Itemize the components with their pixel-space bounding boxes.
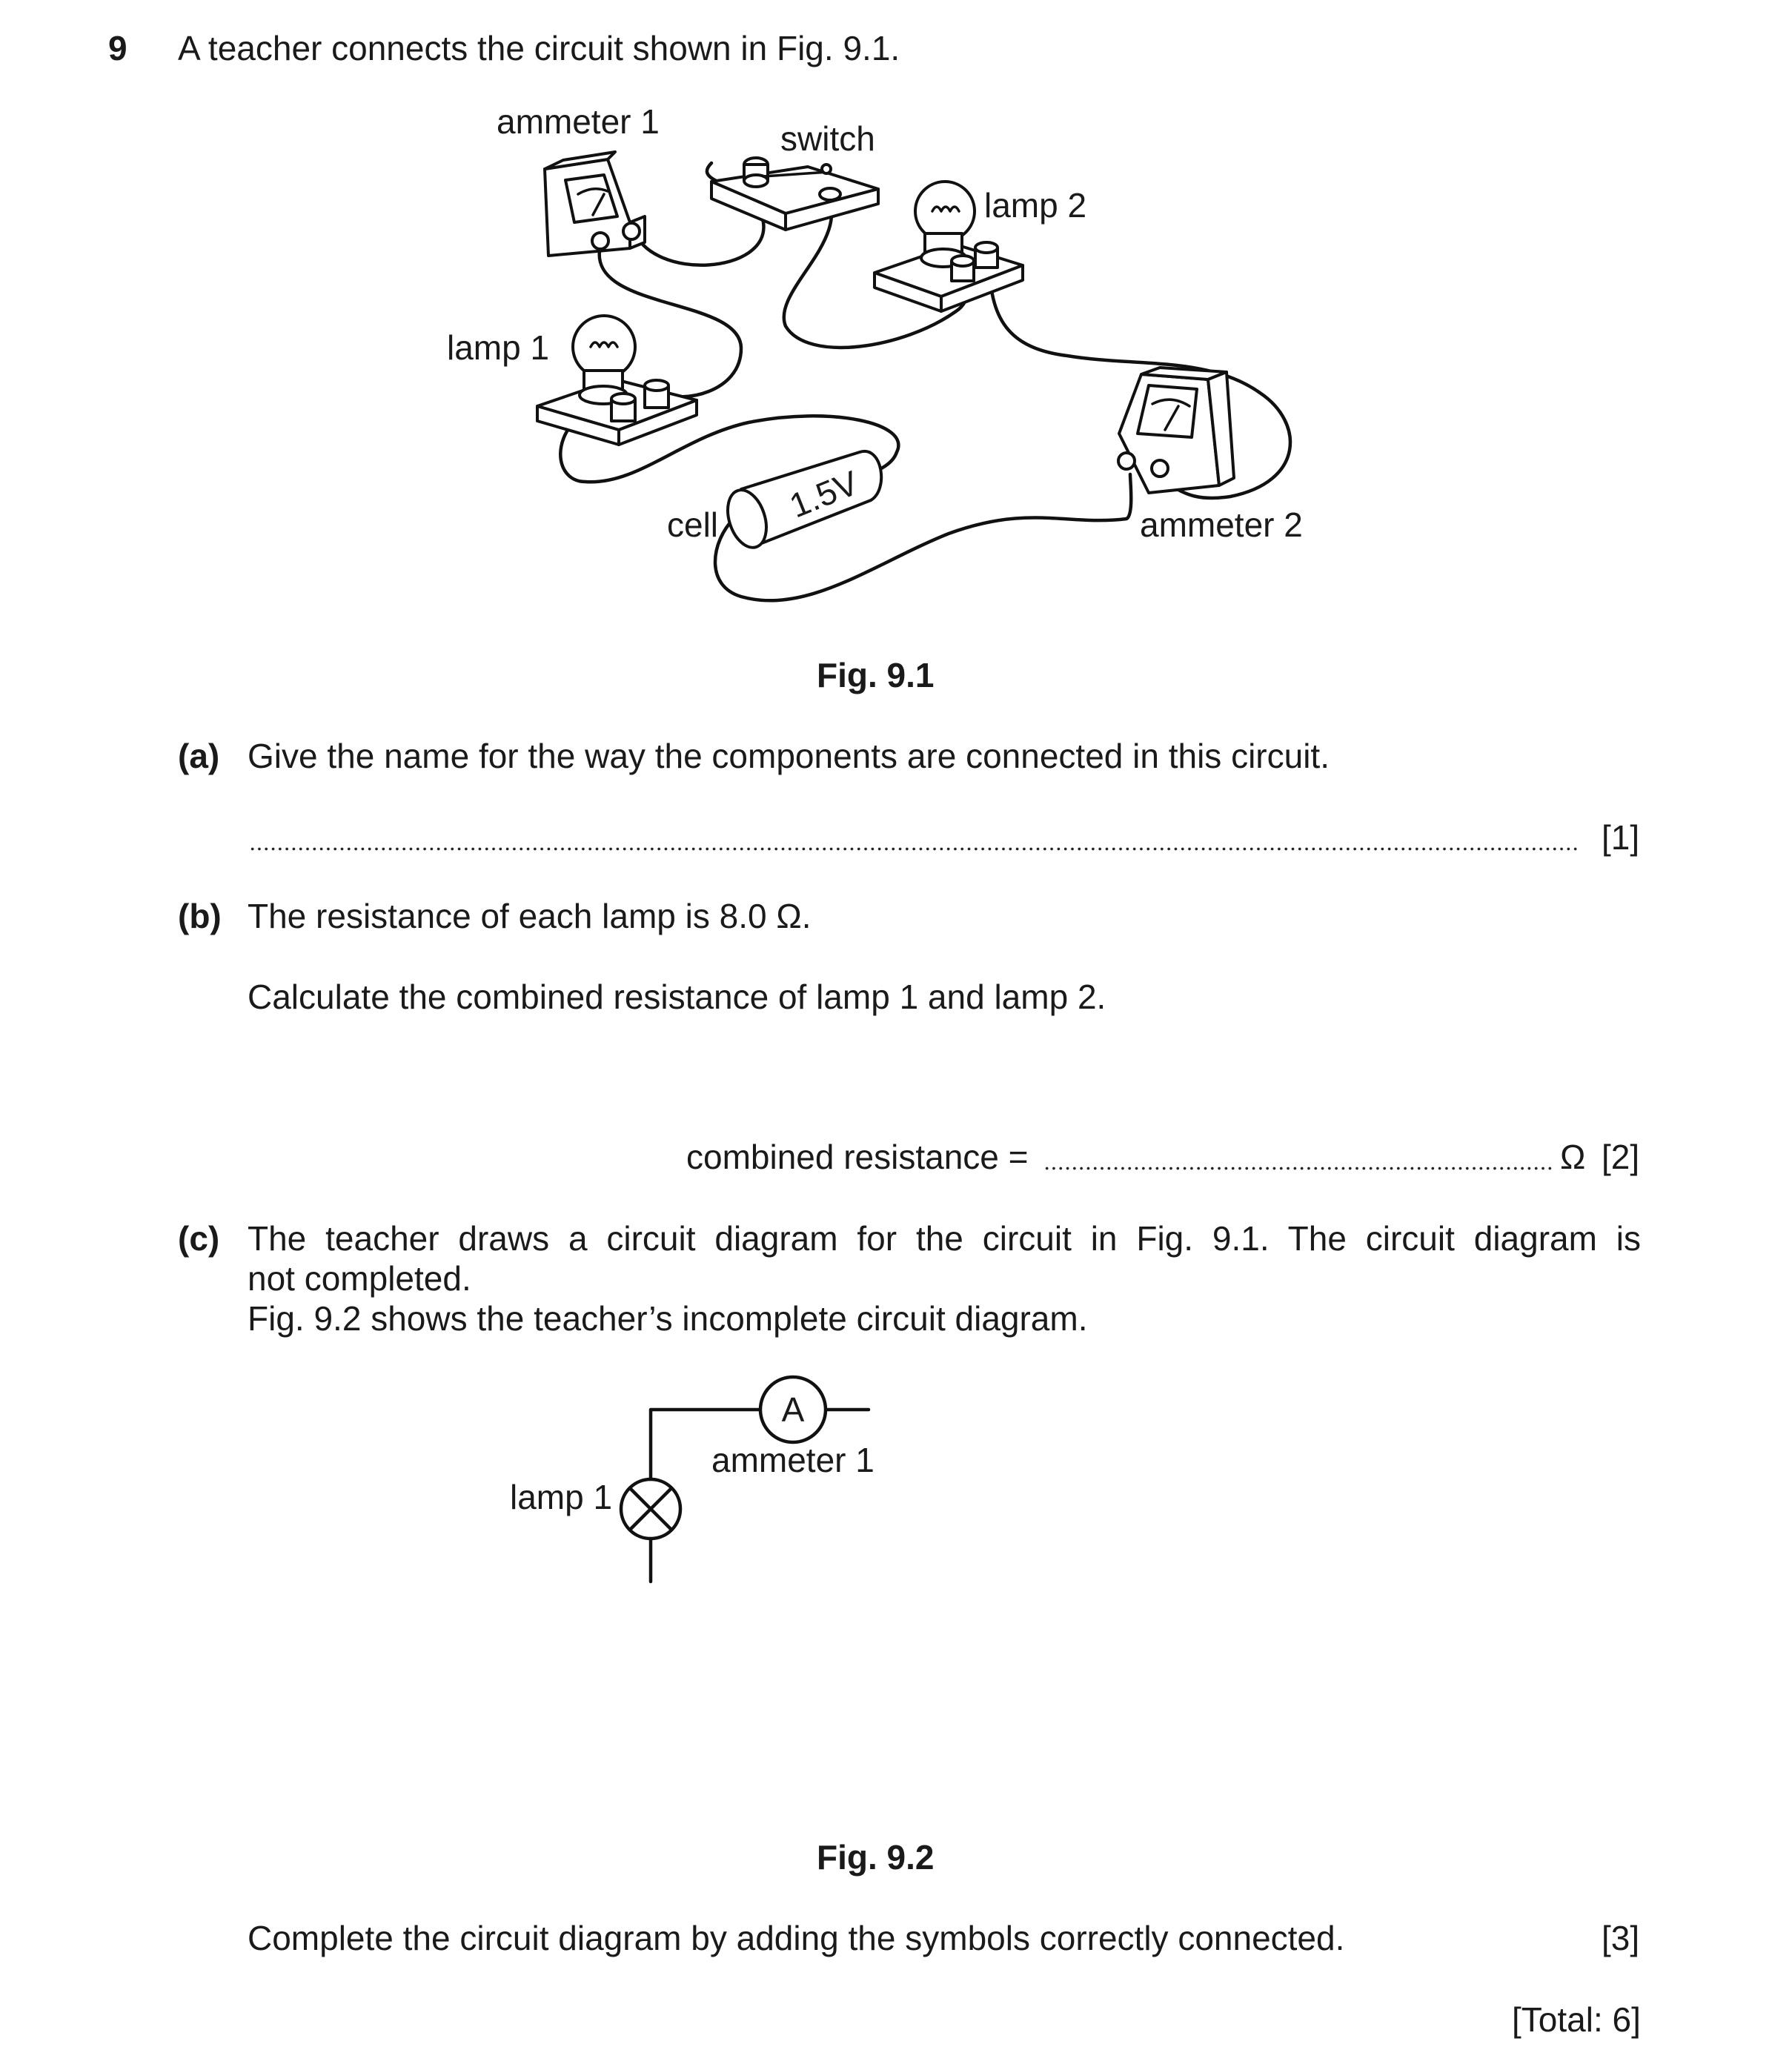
part-c-instruction: Complete the circuit diagram by adding the symbols correctly connected. <box>248 1919 1345 1957</box>
question-intro: A teacher connects the circuit shown in Fig. 9.1. <box>178 29 900 67</box>
circuit-wires <box>651 1410 869 1582</box>
part-c-label: (c) <box>178 1219 220 1258</box>
part-c-line-3: Fig. 9.2 shows the teacher’s incomplete circuit diagram. <box>248 1299 1088 1338</box>
resistance-unit: Ω <box>1560 1138 1586 1176</box>
part-a-answer-line[interactable] <box>249 847 1579 852</box>
label-lamp-2: lamp 2 <box>984 186 1087 225</box>
part-a-label: (a) <box>178 737 220 775</box>
figure-9-1 <box>0 0 1792 667</box>
total-marks: [Total: 6] <box>1512 2000 1641 2039</box>
ammeter-1-device <box>545 152 645 256</box>
fig-9-2-lamp-label: lamp 1 <box>510 1478 613 1516</box>
figure-9-2[interactable] <box>0 1334 1792 1630</box>
part-b-text-2: Calculate the combined resistance of lamp 1 and lamp 2. <box>248 978 1106 1016</box>
combined-resistance-label: combined resistance = <box>686 1138 1029 1176</box>
ammeter-symbol <box>760 1377 826 1442</box>
label-cell: cell <box>667 505 719 544</box>
part-b-text-1: The resistance of each lamp is 8.0 Ω. <box>248 897 812 935</box>
switch-device <box>711 158 878 230</box>
label-ammeter-1: ammeter 1 <box>497 102 660 141</box>
fig-9-2-caption: Fig. 9.2 <box>817 1838 935 1877</box>
part-c-line-1: The teacher draws a circuit diagram for the circuit in Fig. 9.1. The circuit diagram is <box>248 1219 1641 1258</box>
lamp-1-device <box>537 316 697 445</box>
part-c-line-2: not completed. <box>248 1259 471 1298</box>
cell-value-label: 1.5V <box>784 462 864 525</box>
ammeter-2-device <box>1118 368 1234 493</box>
fig-9-2-ammeter-label: ammeter 1 <box>711 1441 875 1479</box>
combined-resistance-answer-line[interactable] <box>1043 1167 1555 1171</box>
fig-9-1-caption: Fig. 9.1 <box>817 656 935 694</box>
part-c-marks: [3] <box>1602 1919 1640 1957</box>
label-lamp-1: lamp 1 <box>447 328 550 367</box>
part-a-marks: [1] <box>1602 818 1640 857</box>
label-ammeter-2: ammeter 2 <box>1140 505 1303 544</box>
ammeter-symbol-letter: A <box>781 1390 805 1429</box>
label-switch: switch <box>780 119 875 158</box>
question-number: 9 <box>108 29 127 67</box>
cell-device <box>721 451 881 553</box>
lamp-symbol <box>621 1479 680 1539</box>
part-a-text: Give the name for the way the components are connected in this circuit. <box>248 737 1330 775</box>
part-b-label: (b) <box>178 897 222 935</box>
part-b-marks: [2] <box>1602 1138 1640 1176</box>
